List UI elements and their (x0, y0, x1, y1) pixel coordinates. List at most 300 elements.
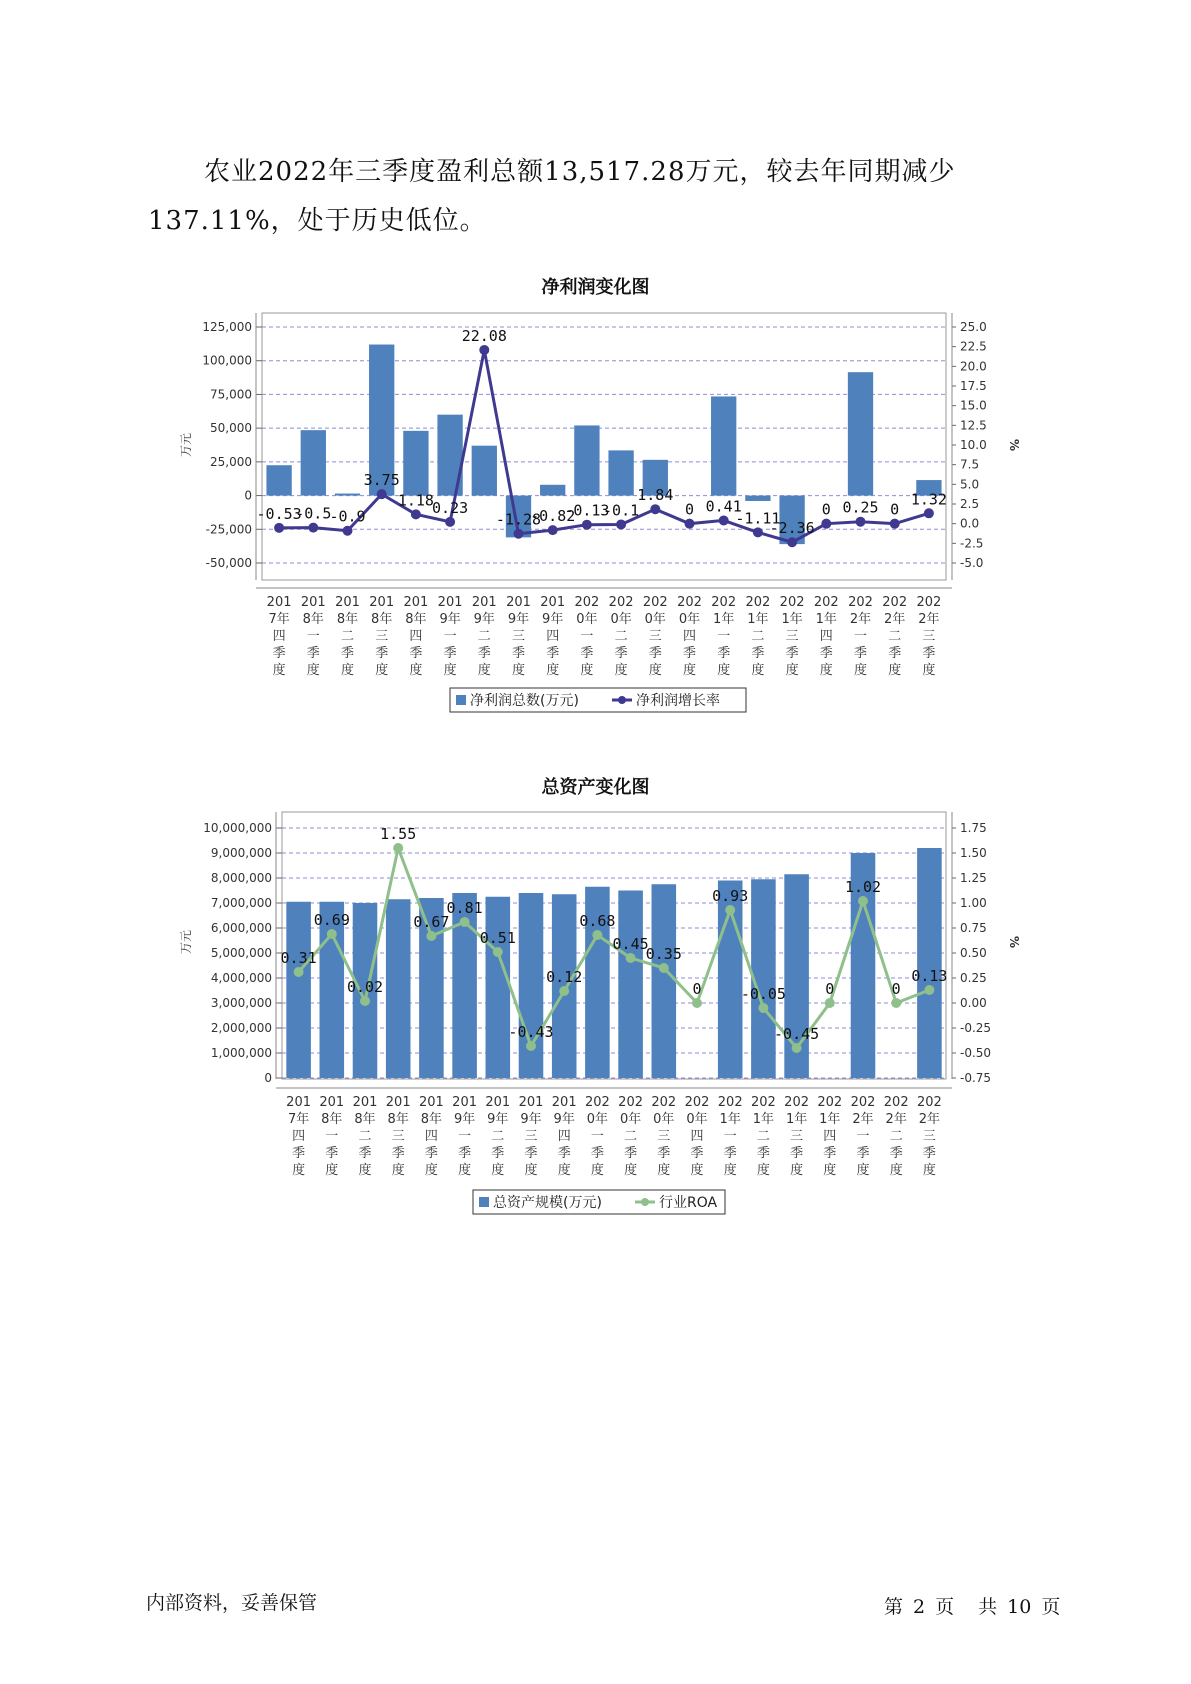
point-label: 0 (825, 980, 835, 998)
line-point (559, 986, 569, 996)
y-tick-label: 8,000,000 (210, 871, 272, 885)
x-tick-label: 201 (335, 595, 360, 610)
x-tick-label: 季 (756, 1146, 770, 1161)
x-tick-label: 度 (690, 1163, 704, 1178)
intro-text: 农业2022年三季度盈利总额13,517.28万元，较去年同期减少137.11%，处于历史低位。 (148, 157, 956, 236)
point-label: 0.67 (413, 913, 450, 931)
plot-frame (262, 313, 946, 580)
x-tick-label: 一 (853, 629, 868, 644)
x-tick-label: 9年 (553, 1112, 575, 1127)
x-tick-label: 202 (883, 1095, 909, 1110)
x-tick-label: 度 (648, 663, 662, 678)
bar (301, 430, 326, 495)
x-tick-label: 202 (608, 595, 634, 610)
x-tick-label: 1年 (752, 1112, 775, 1127)
y-tick-label: 0 (264, 1071, 272, 1085)
legend-bar-swatch (456, 695, 466, 705)
x-tick-label: 201 (551, 1095, 577, 1110)
x-tick-label: 度 (590, 1163, 604, 1178)
x-tick-label: 201 (385, 1095, 411, 1110)
x-tick-label: 季 (888, 646, 902, 661)
x-tick-label: 8年 (371, 612, 393, 627)
point-label: 0.45 (612, 935, 649, 953)
legend-line-label: 行业ROA (659, 1195, 718, 1211)
x-tick-label: 季 (590, 1146, 604, 1161)
x-tick-label: 2年 (918, 612, 940, 627)
x-tick-label: 一 (306, 629, 320, 644)
x-tick-label: 季 (790, 1146, 804, 1161)
x-tick-label: 201 (352, 1095, 378, 1110)
y2-tick-label: 1.25 (960, 871, 987, 885)
line-point (514, 529, 524, 539)
x-tick-label: 度 (292, 1163, 306, 1178)
bar (848, 372, 873, 495)
x-tick-label: 三 (511, 629, 526, 644)
x-tick-label: 季 (657, 1146, 671, 1161)
point-label: 1.84 (637, 486, 674, 505)
x-tick-label: 一 (443, 629, 457, 644)
x-tick-label: 季 (723, 1146, 737, 1161)
x-tick-label: 度 (922, 663, 936, 678)
chart2-title: 总资产变化图 (541, 777, 650, 798)
x-tick-label: 季 (292, 1146, 306, 1161)
line-point (445, 517, 455, 527)
x-tick-label: 季 (458, 1146, 472, 1161)
x-tick-label: 度 (546, 663, 560, 678)
y2-tick-label: -0.25 (960, 1021, 992, 1035)
x-tick-label: 9年 (453, 1112, 476, 1127)
x-tick-label: 四 (424, 1129, 438, 1144)
legend-bar-swatch (479, 1197, 489, 1207)
x-tick-label: 9年 (487, 1112, 509, 1127)
line-point (856, 517, 866, 527)
x-tick-label: 201 (540, 595, 566, 610)
x-tick-label: 季 (648, 646, 662, 661)
point-label: 0 (692, 980, 702, 998)
y2-tick-label: 15.0 (960, 398, 987, 413)
x-tick-label: 三 (922, 1129, 936, 1144)
legend-line-marker (618, 696, 626, 704)
line-point (692, 998, 702, 1008)
x-tick-label: 度 (580, 663, 594, 678)
total-number: 10 (1007, 1596, 1032, 1618)
x-tick-label: 三 (922, 629, 936, 644)
bar (472, 446, 497, 496)
x-tick-label: 二 (491, 1129, 505, 1144)
x-tick-label: 季 (823, 1146, 837, 1161)
point-label: 0.69 (313, 911, 350, 929)
x-tick-label: 0年 (686, 1112, 708, 1127)
x-tick-label: 202 (711, 595, 737, 610)
line-point (460, 917, 470, 927)
x-tick-label: 度 (306, 663, 320, 678)
y-tick-label: -50,000 (205, 556, 252, 570)
bar (608, 450, 633, 495)
net-profit-chart (0, 300, 1191, 770)
point-label: 3.75 (363, 471, 400, 490)
x-tick-label: 1年 (747, 612, 769, 627)
x-tick-label: 2年 (852, 1112, 874, 1127)
x-tick-label: 202 (618, 1095, 644, 1110)
x-tick-label: 三 (785, 629, 799, 644)
x-tick-label: 202 (817, 1095, 843, 1110)
point-label: 0.12 (546, 968, 583, 986)
x-tick-label: 季 (682, 646, 697, 661)
x-tick-label: 0年 (653, 1112, 675, 1127)
x-tick-label: 8年 (336, 612, 359, 627)
x-tick-label: 8年 (321, 1112, 343, 1127)
x-tick-label: 季 (751, 646, 765, 661)
x-tick-label: 二 (624, 1129, 638, 1144)
x-tick-label: 201 (471, 595, 497, 610)
x-tick-label: 度 (823, 1163, 837, 1178)
point-label: 22.08 (461, 326, 507, 345)
x-tick-label: 度 (614, 663, 628, 678)
y2-tick-label: 0.0 (960, 516, 980, 531)
y2-tick-label: -5.0 (960, 556, 984, 570)
x-tick-label: 一 (325, 1129, 339, 1144)
x-tick-label: 一 (590, 1129, 604, 1144)
x-tick-label: 季 (580, 646, 594, 661)
x-tick-label: 0年 (644, 612, 666, 627)
line-point (548, 525, 558, 535)
point-label: 0 (821, 500, 831, 519)
x-tick-label: 季 (856, 1146, 870, 1161)
x-tick-label: 季 (272, 646, 286, 661)
line-point (393, 843, 403, 853)
point-label: 0.81 (446, 899, 483, 917)
line-point (343, 526, 353, 536)
x-tick-label: 度 (511, 663, 526, 678)
line-point (787, 537, 797, 547)
x-tick-label: 度 (856, 1163, 870, 1178)
y-tick-label: 3,000,000 (210, 996, 272, 1010)
y-tick-label: 125,000 (202, 320, 252, 334)
x-tick-label: 0年 (619, 1112, 642, 1127)
bar (652, 884, 677, 1078)
y2-tick-label: -0.75 (960, 1071, 992, 1085)
x-tick-label: 季 (325, 1146, 339, 1161)
x-tick-label: 一 (856, 1129, 870, 1144)
bar (335, 494, 360, 496)
line-point (821, 519, 831, 529)
x-tick-label: 201 (286, 1095, 312, 1110)
footer-confidential: 内部资料，妥善保管 (146, 1592, 318, 1614)
line-point (719, 515, 729, 525)
y2-tick-label: -0.50 (960, 1046, 992, 1060)
point-label: 0.25 (842, 498, 879, 517)
x-tick-label: 202 (684, 1095, 710, 1110)
y2-tick-label: 20.0 (960, 359, 987, 374)
x-tick-label: 季 (785, 646, 799, 661)
x-tick-label: 202 (916, 595, 942, 610)
y-tick-label: 50,000 (210, 421, 252, 436)
y2-axis-title: % (1007, 935, 1021, 949)
y-tick-label: 75,000 (210, 387, 252, 402)
legend-line-label: 净利润增长率 (636, 693, 720, 709)
x-tick-label: 2年 (884, 612, 906, 627)
x-tick-label: 二 (358, 1129, 372, 1144)
x-tick-label: 季 (922, 1146, 936, 1161)
x-tick-label: 201 (369, 595, 395, 610)
y-axis-title: 万元 (179, 432, 193, 458)
point-label: -0.43 (508, 1023, 554, 1041)
footer-page-info (884, 1592, 1070, 1619)
total-prefix: 共 (978, 1596, 998, 1618)
x-tick-label: 度 (922, 1163, 936, 1178)
x-tick-label: 2年 (885, 1112, 907, 1127)
line-point (493, 947, 503, 957)
point-label: 0.13 (911, 967, 948, 985)
x-tick-label: 季 (546, 646, 560, 661)
x-tick-label: 度 (524, 1163, 538, 1178)
line-point (792, 1043, 802, 1053)
x-tick-label: 201 (437, 595, 463, 610)
x-tick-label: 二 (477, 629, 491, 644)
x-tick-label: 201 (319, 1095, 345, 1110)
line-point (924, 508, 934, 518)
line-point (825, 998, 835, 1008)
x-tick-label: 二 (751, 629, 765, 644)
y2-tick-label: 7.5 (960, 457, 980, 472)
x-tick-label: 度 (358, 1163, 372, 1178)
x-tick-label: 季 (614, 646, 628, 661)
y2-tick-label: 1.75 (960, 821, 987, 835)
line-point (308, 523, 318, 533)
point-label: -2.36 (769, 519, 815, 538)
line-point (758, 1003, 768, 1013)
x-tick-label: 季 (922, 646, 936, 661)
x-tick-label: 二 (889, 1129, 903, 1144)
x-tick-label: 202 (848, 595, 873, 610)
legend-bar-label: 净利润总数(万元) (470, 693, 579, 709)
y2-tick-label: -2.5 (960, 536, 984, 551)
x-tick-label: 季 (375, 646, 389, 661)
x-tick-label: 度 (424, 1163, 438, 1178)
y2-tick-label: 17.5 (960, 379, 987, 393)
x-tick-label: 201 (266, 595, 292, 610)
x-tick-label: 四 (823, 1129, 837, 1144)
x-tick-label: 1年 (819, 1112, 841, 1127)
line-point (725, 905, 735, 915)
y-tick-label: 7,000,000 (210, 896, 272, 910)
x-tick-label: 二 (614, 629, 628, 644)
y2-tick-label: 0.75 (960, 921, 987, 935)
point-label: -1.28 (495, 510, 542, 529)
y2-tick-label: 0.25 (960, 971, 987, 985)
y-tick-label: 1,000,000 (210, 1046, 272, 1060)
x-tick-label: 1年 (815, 612, 837, 627)
x-tick-label: 202 (717, 1095, 743, 1110)
line-point (360, 996, 370, 1006)
x-tick-label: 8年 (405, 612, 427, 627)
y-tick-label: 10,000,000 (203, 821, 272, 835)
x-tick-label: 1年 (719, 1112, 741, 1127)
intro-paragraph (148, 148, 1048, 246)
point-label: -0.05 (740, 985, 786, 1003)
line-point (650, 504, 660, 514)
bar (403, 431, 428, 496)
x-tick-label: 季 (819, 646, 833, 661)
x-tick-label: 度 (853, 663, 868, 678)
x-tick-label: 三 (790, 1129, 804, 1144)
y-tick-label: 5,000,000 (210, 946, 272, 960)
line-point (592, 930, 602, 940)
x-tick-label: 9年 (473, 612, 495, 627)
y-tick-label: 25,000 (210, 454, 252, 469)
x-tick-label: 季 (358, 1146, 372, 1161)
x-tick-label: 202 (916, 1095, 942, 1110)
legend-bar-label: 总资产规模(万元) (493, 1195, 602, 1211)
x-tick-label: 202 (642, 595, 668, 610)
x-tick-label: 度 (477, 663, 491, 678)
x-tick-label: 三 (524, 1129, 538, 1144)
x-tick-label: 季 (306, 646, 320, 661)
x-tick-label: 一 (580, 629, 594, 644)
x-tick-label: 度 (723, 1163, 737, 1178)
line-point (858, 896, 868, 906)
x-tick-label: 9年 (439, 612, 461, 627)
x-tick-label: 9年 (507, 612, 530, 627)
bar (486, 897, 511, 1078)
line-point (582, 520, 592, 530)
x-tick-label: 度 (272, 663, 286, 678)
x-tick-label: 四 (292, 1129, 306, 1144)
y2-tick-label: 2.5 (960, 497, 980, 511)
x-tick-label: 度 (785, 663, 799, 678)
point-label: 1.55 (380, 825, 417, 843)
point-label: 1.18 (397, 491, 434, 510)
x-tick-label: 1年 (713, 612, 735, 627)
page-prefix: 第 (884, 1596, 904, 1618)
x-tick-label: 度 (889, 1163, 903, 1178)
x-tick-label: 202 (882, 595, 908, 610)
y2-tick-label: 0.00 (960, 996, 987, 1010)
line-point (411, 509, 421, 519)
line-point (890, 519, 900, 529)
point-label: 0.23 (432, 498, 469, 517)
x-tick-label: 度 (756, 1163, 770, 1178)
point-label: -0.45 (774, 1025, 820, 1043)
x-tick-label: 度 (443, 663, 457, 678)
y2-axis-title: % (1007, 438, 1021, 452)
x-tick-label: 度 (888, 663, 902, 678)
page-unit: 页 (935, 1596, 955, 1618)
x-tick-label: 9年 (520, 1112, 542, 1127)
x-tick-label: 季 (889, 1146, 903, 1161)
line-point (479, 345, 489, 355)
y2-tick-label: 0.50 (960, 946, 987, 960)
x-tick-label: 度 (717, 663, 731, 678)
x-tick-label: 度 (409, 663, 423, 678)
x-tick-label: 201 (452, 1095, 478, 1110)
line-point (659, 963, 669, 973)
x-tick-label: 四 (557, 1129, 571, 1144)
line-point (616, 519, 626, 529)
point-label: 0.02 (346, 978, 384, 996)
line-point (924, 985, 934, 995)
x-tick-label: 四 (819, 629, 833, 644)
page-number: 2 (913, 1596, 926, 1618)
bar (745, 496, 770, 501)
x-tick-label: 202 (574, 595, 600, 610)
x-tick-label: 202 (813, 595, 839, 610)
point-label: -0.9 (329, 507, 366, 526)
y2-tick-label: 25.0 (960, 320, 987, 334)
x-tick-label: 度 (325, 1163, 339, 1178)
x-tick-label: 度 (340, 663, 355, 678)
point-label: 0 (891, 980, 901, 998)
x-tick-label: 度 (557, 1163, 571, 1178)
point-label: 0 (890, 500, 900, 519)
chart1-title: 净利润变化图 (541, 277, 650, 298)
x-tick-label: 二 (340, 629, 355, 644)
x-tick-label: 季 (443, 646, 457, 661)
point-label: -0.53 (256, 504, 302, 523)
total-unit: 页 (1041, 1596, 1061, 1618)
x-tick-label: 202 (779, 595, 805, 610)
bar (266, 465, 291, 495)
x-tick-label: 四 (682, 629, 697, 644)
point-label: 1.02 (844, 878, 882, 896)
y-tick-label: 6,000,000 (210, 921, 272, 935)
x-tick-label: 201 (403, 595, 429, 610)
x-tick-label: 四 (690, 1129, 704, 1144)
line-point (377, 489, 387, 499)
x-tick-label: 0年 (678, 612, 701, 627)
bar (286, 902, 311, 1078)
point-label: 1.32 (910, 490, 947, 509)
x-tick-label: 季 (391, 1146, 405, 1161)
x-tick-label: 0年 (586, 1112, 609, 1127)
x-tick-label: 202 (677, 595, 702, 610)
y2-tick-label: 1.50 (960, 846, 987, 860)
x-tick-label: 季 (717, 646, 731, 661)
line-point (294, 967, 304, 977)
x-tick-label: 8年 (302, 612, 324, 627)
x-tick-label: 季 (624, 1146, 638, 1161)
x-tick-label: 度 (491, 1163, 505, 1178)
legend-line-marker (641, 1198, 649, 1206)
point-label: 0 (684, 500, 695, 519)
y2-tick-label: 5.0 (960, 477, 980, 492)
point-label: -0.1 (603, 501, 640, 520)
x-tick-label: 度 (682, 663, 697, 678)
x-tick-label: 季 (424, 1146, 438, 1161)
point-label: -0.5 (295, 504, 332, 523)
x-tick-label: 三 (375, 629, 389, 644)
x-tick-label: 8年 (354, 1112, 376, 1127)
x-tick-label: 7年 (287, 1112, 310, 1127)
x-tick-label: 202 (750, 1095, 776, 1110)
x-tick-label: 二 (888, 629, 902, 644)
x-tick-label: 201 (485, 1095, 511, 1110)
x-tick-label: 9年 (542, 612, 564, 627)
bar (917, 848, 942, 1078)
line-point (274, 523, 284, 533)
point-label: 0.68 (579, 912, 616, 930)
x-tick-label: 2年 (849, 612, 872, 627)
point-label: 0.51 (479, 929, 516, 947)
x-tick-label: 202 (584, 1095, 610, 1110)
point-label: -0.82 (530, 507, 576, 526)
x-tick-label: 度 (458, 1163, 472, 1178)
x-tick-label: 1年 (781, 612, 803, 627)
bar (540, 485, 565, 496)
x-tick-label: 季 (690, 1146, 704, 1161)
bar (386, 899, 411, 1078)
point-label: 0.35 (645, 945, 682, 963)
